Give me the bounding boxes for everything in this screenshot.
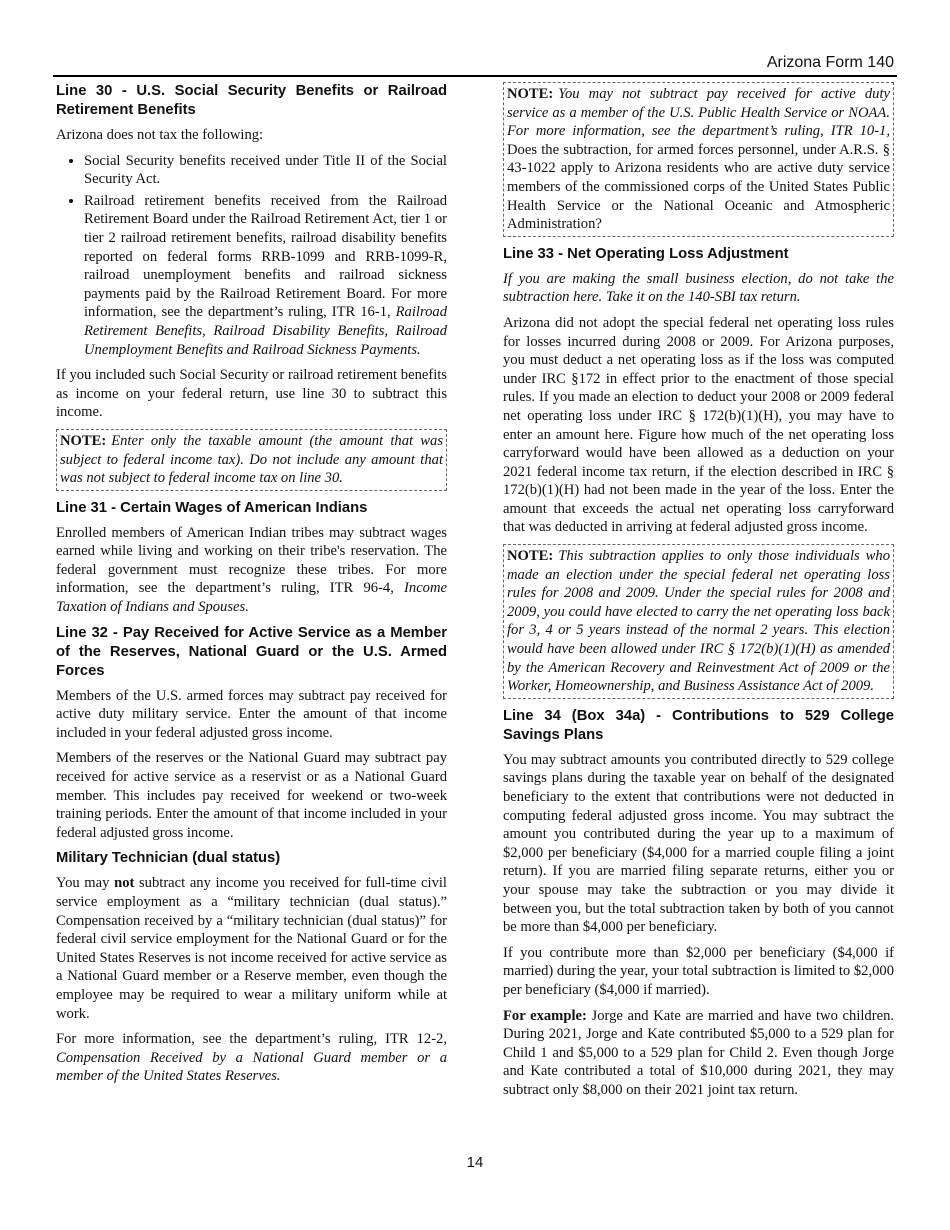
line-32-paragraph-2: Members of the reserves or the National Guard may subtract pay received for active service as a reservist or as a National Guard member. This includes pay received for weekend or two-week training periods. Enter the amount of that income included in your federal adjusted gross income. [56,750,447,841]
page-number: 14 [466,1154,484,1171]
line-32-paragraph-1: Members of the U.S. armed forces may subtract pay received for active duty military service. Enter the amount of that income included in your federal adjusted gross income. [56,687,447,741]
line-30-bullet-1: • Social Security benefits received under Title II of the Social Security Act. [84,152,447,189]
mt-ruling-title: Compensation Received by a National Guard member or a member of the United States Reserves. [56,1049,447,1085]
line-31-heading: Line 31 - Certain Wages of American Indians [56,499,368,516]
line-33-paragraph: Arizona did not adopt the special federal net operating loss rules for losses incurred during 2008 or 2009. For Arizona purposes, you must deduct a net operating loss as if the loss was computed under IRC §172 in effect prior to the enactment of those special rules. If you made an election to deduct your 2008 or 2009 federal net operating loss under IRC § 172(b)(1)(H), you may have to enter an amount here. Figure how much of the net operating loss carryforward would have been allowed as a deduction on your 2021 federal income tax return, if the election described in IRC § 172(b)(1)(H) had not been made in the year of the loss. Enter the amount that exceeds the actual net operating loss carryforward that was deducted in arriving at federal adjusted gross income. [503,314,894,536]
line-33-note-text: This subtraction applies to only those individuals who made an election under the special federal net operating loss rules for 2008 and 2009. Under the special rules for 2008 and 2009, you could have elected to carry the net operating loss back for 3, 4 or 5 years instead of the normal 2 years. This election would have been allowed under IRC § 172(b)(1)(H) as amended by the American Recovery and Reinvestment Act of 2009 or the Worker, Homeownership, and Business Assistance Act of 2009. [507,548,890,695]
line-31-paragraph [56,524,447,617]
military-technician-heading: Military Technician (dual status) [56,850,281,867]
line-32-heading: Line 32 - Pay Received for Active Service as a Member of the Reserves, National Guard or the U.S. Armed Forces [56,624,447,679]
military-technician-paragraph-2 [56,1030,447,1086]
line-30-bullet-2 [84,192,447,359]
form-title: Arizona Form 140 [766,54,894,71]
line-34-paragraph-1: You may subtract amounts you contributed directly to 529 college savings plans during the taxable year on behalf of the designated beneficiary to the extent that contributions were not deducted in computing federal adjusted gross income. You may subtract the amount you contributed during the year up to a maximum of $2,000 per beneficiary ($4,000 for a married couple filing a joint return). If you are married filing separate returns, either you or your spouse may take the subtraction or you may divide it between you, but the total subtraction taken by both of you cannot be more than $4,000 per beneficiary. [503,751,894,936]
line-31-text: Enrolled members of American Indian tribes may subtract wages earned while living and working on their tribe's reservation. The federal government must recognize these tribes. For more information, see the department’s ruling, ITR 96-4, [56,524,447,597]
line-32-note-italic: You may not subtract pay received for active duty service as a member of the U.S. Public Health Service or NOAA. For more information, see the department’s ruling, ITR 10-1, [507,86,890,140]
line-33-italic-text: If you are making the small business election, do not take the subtraction here. Take it on the 140-SBI tax return. [503,270,894,306]
line-34-paragraph-2: If you contribute more than $2,000 per beneficiary ($4,000 if married) during the year, your total subtraction is limited to $2,000 per beneficiary ($4,000 if married). [503,944,894,998]
line-30-intro: Arizona does not tax the following: [56,127,264,143]
mt-not-bold: not [114,875,135,892]
line-33-italic-paragraph [503,270,894,307]
line-31-ruling-title: Income Taxation of Indians and Spouses. [56,580,447,616]
line-32-note [503,82,894,237]
line-33-note [503,544,894,699]
example-text: Jorge and Kate are married and have two children. During 2021, Jorge and Kate contributed $5,000 to a 529 plan for Child 1 and $5,000 to a 529 plan for Child 2. Even though Jorge and Kate contributed a total of $10,000 during 2021, they may subtract only $8,000 on their 2021 joint tax return. [503,1007,895,1098]
right-column [503,82,894,1107]
line-34-heading: Line 34 (Box 34a) - Contributions to 529 College Savings Plans [503,707,894,743]
line-30-heading: Line 30 - U.S. Social Security Benefits or Railroad Retirement Benefits [56,83,447,118]
note-label: NOTE: [60,432,107,449]
military-technician-paragraph-1 [56,874,447,1023]
line-33-heading: Line 33 - Net Operating Loss Adjustment [503,245,789,262]
note-label: NOTE: [507,86,554,102]
note-label: NOTE: [507,548,554,565]
line-34-example [503,1007,894,1100]
mt-para2-text: For more information, see the department’s ruling, ITR 12-2, [56,1031,447,1048]
line-30-bullet-2-title: Railroad Retirement Benefits, Railroad Disability Benefits, Railroad Unemployment Benefits and Railroad Sickness Payments. [84,304,447,358]
line-32-note-text: Does the subtraction, for armed forces personnel, under A.R.S. § 43-1022 apply to Arizona residents who are active duty service members of the commissioned corps of the United States Public Health Service or the National Oceanic and Atmospheric Administration? [507,141,890,233]
mt-text-b: subtract any income you received for full-time civil service employment as a “military technician (dual status).” Compensation received by a “military technician (dual status)” for federal civil service employment for the National Guard or for the United States Reserves is not income received for active service as a National Guard member or a Reserve member, even though the employee may be required to wear a military uniform while at work. [56,875,447,1022]
line-30-paragraph: If you included such Social Security or railroad retirement benefits as income on your federal return, use line 30 to subtract this income. [56,367,447,421]
line-30-note [56,429,447,491]
line-30-bullet-2-text: Railroad retirement benefits received from the Railroad Retirement Board under the Railroad Retirement Act, tier 1 or tier 2 railroad retirement benefits, railroad disability benefits reported on federal forms RRB-1099 and RRB-1099-R, railroad unemployment benefits and railroad sickness payments paid by the Railroad Retirement Board. For more information, see the department’s ruling, ITR 16-1, [84,192,447,321]
example-label: For example: [503,1007,587,1024]
line-30-list [56,152,447,360]
header-rule [53,75,897,77]
line-30-note-text: Enter only the taxable amount (the amount that was subject to federal income tax). Do not include any amount that was not subject to federal income tax on line 30. [60,432,443,487]
left-column [56,82,447,1093]
mt-text-a: You may [56,875,115,892]
